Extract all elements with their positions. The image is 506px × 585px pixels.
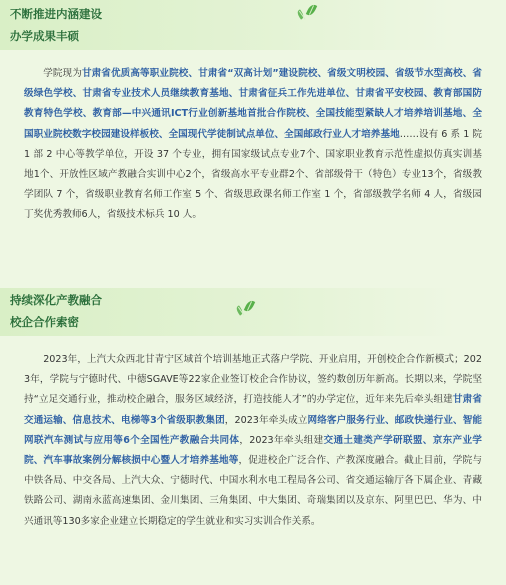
section-title-line2: 校企合作索密 — [10, 315, 79, 329]
highlight-text: 网络客户服务行业、邮政快递行业、智能网联汽车测试与应用等6个全国性产教融合共同体 — [24, 414, 483, 446]
highlight-text: 甘肃省优质高等职业院校、甘肃省“双高计划”建设院校、省级文明校园、省级节水型高校、省级绿色学校、甘肃省专业技术人员继续教育基地、甘肃省征兵工作先进单位、甘肃省平安校园、教育部国防教育特色学校、教育部—中兴通讯ICT行业创新基地首批合作院校、全国技能型紧缺人才培养培训基地、全国职业院校数字校园建设样板校、全国现代学徒制试点单位、全国邮政行业人才培养基地 — [24, 68, 483, 140]
leaf-icon — [235, 305, 244, 315]
section-title-line1: 持续深化产教融合 — [10, 293, 102, 307]
highlight-text: 交通土建类产学研联盟、京东产业学院、汽车事故案例分解核损中心暨人才培养基地等 — [24, 434, 482, 467]
body-text-run: 学院现为 — [43, 68, 82, 79]
leaf-icon — [296, 9, 305, 19]
section-paragraph — [0, 350, 506, 532]
body-text-run: ……设有 6 系 1 院 1 部 2 中心等教学单位，开设 37 个专业，拥有国家级试点专业7个、国家职业教育示范性虚拟仿真实训基地1个、开放性区域产教融合实训中心2个，省级高水平专业群2个、省部级骨干（特色）专业13个，省级教学团队 7 个，省级职业教育名师工作室 5 个、省级思政课名师工作室 1 个，省部级教学名师 4 人，省级园丁奖优秀教师6人，省级技术标兵 10 人。 — [24, 128, 483, 221]
section-header — [0, 288, 506, 336]
body-text-run: 2023年，上汽大众西北甘青宁区域首个培训基地正式落户学院、开业启用，开创校企合作新模式；2023年，学院与宁德时代、中德SGAVE等22家企业签订校企合作协议，签约数创历年新高。长期以来，学院坚持“立足交通行业，推动校企融合，服务区域经济，打造技能人才”的办学定位，近年来先后牵头组建 — [24, 354, 482, 406]
section-title-line1: 不断推进内涵建设 — [10, 7, 102, 21]
section-header — [0, 0, 506, 50]
body-text-run: ，2023年牵头组建 — [239, 434, 324, 446]
leaf-icon — [306, 3, 317, 17]
highlight-text: 甘肃省交通运输、信息技术、电梯等3个省级职教集团 — [24, 394, 482, 426]
leaf-icon — [244, 299, 255, 313]
body-text-run: ，促进校企广泛合作、产教深度融合。截止目前，学院与中铁各局、中交各局、上汽大众、宁德时代、中国水利水电工程局各公司、省交通运输厅各下属企业、青藏铁路公司、湖南永蓝高速集团、金川集团、三角集团、中大集团、奇瑞集团以及京东、阿里巴巴、华为、中兴通讯等130多家企业建立长期稳定的学生就业和实习实训合作关系。 — [24, 455, 483, 527]
section-inner-construction — [0, 0, 506, 264]
section-title-line2: 办学成果丰硕 — [10, 29, 79, 43]
body-text-run: ，2023年牵头成立 — [224, 414, 308, 426]
section-industry-education — [0, 288, 506, 532]
section-paragraph — [0, 64, 506, 226]
